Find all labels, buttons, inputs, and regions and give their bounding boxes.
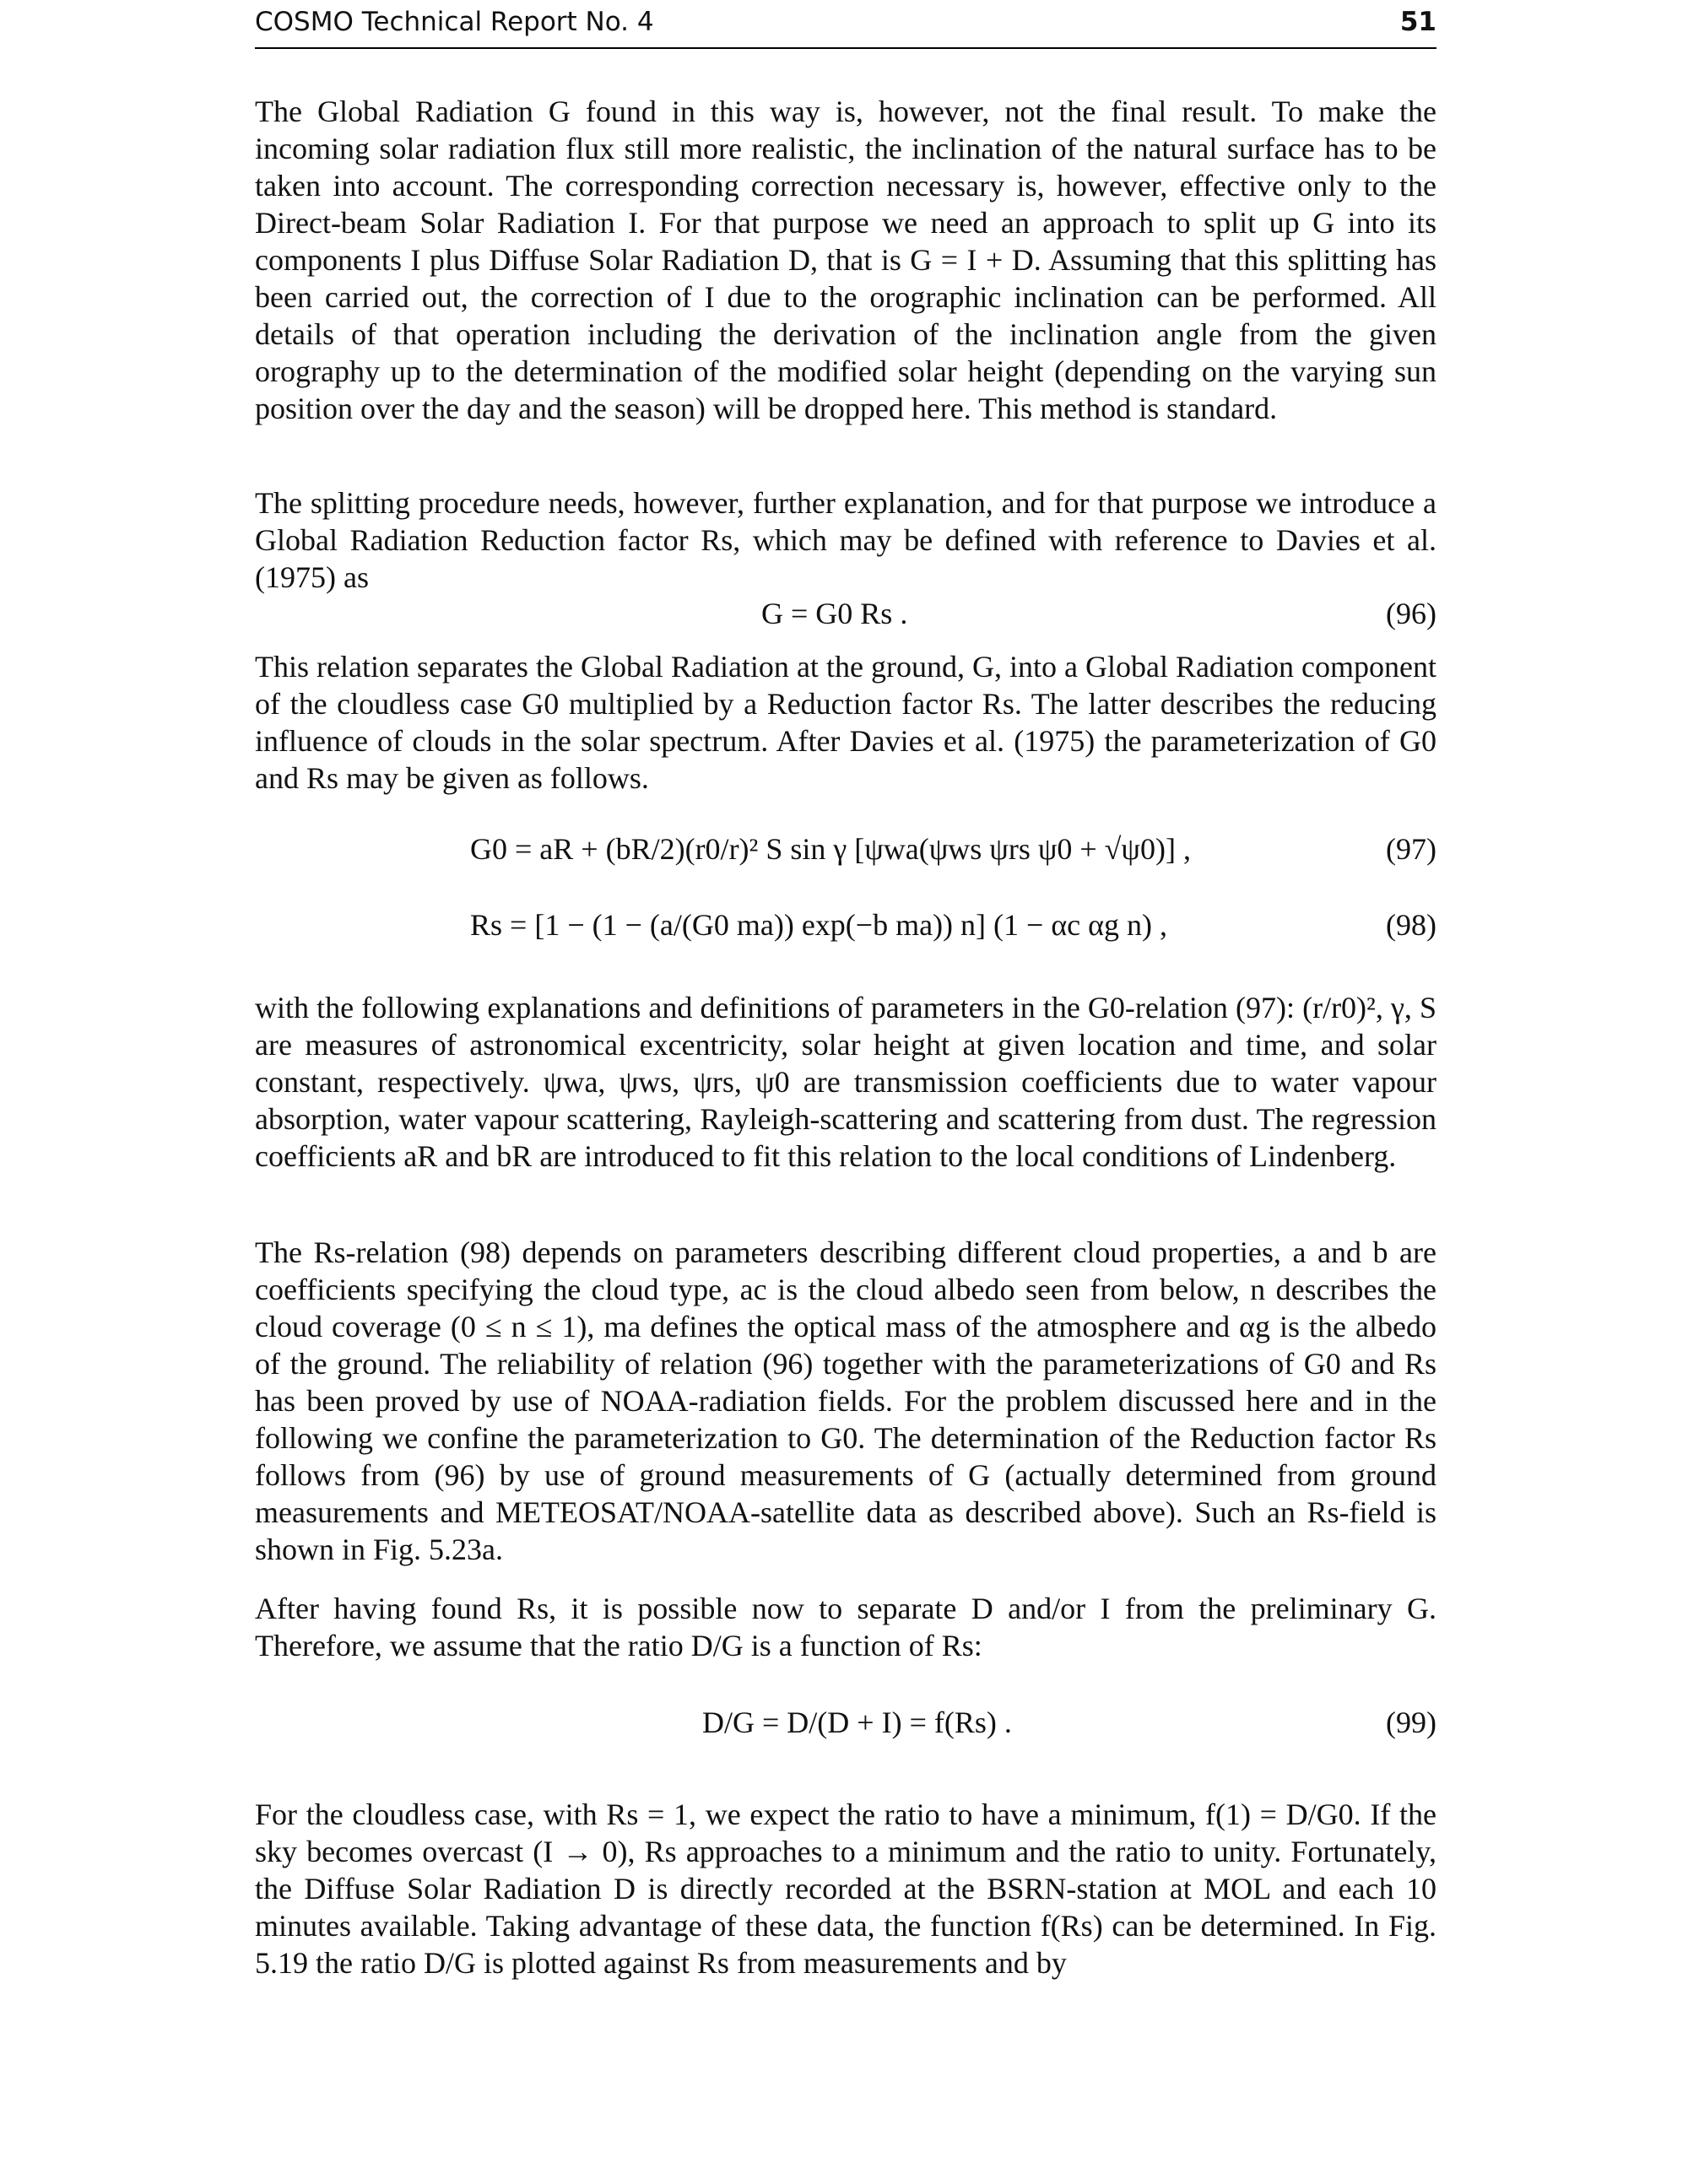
equation-98-number: (98) xyxy=(1386,908,1436,942)
report-title: COSMO Technical Report No. 4 xyxy=(255,7,654,37)
paragraph-3: This relation separates the Global Radiation at the ground, G, into a Global Radiation component of the cloudless case G0 multiplied by a Reduction factor Rs. The latter describes the reducing influence of clouds in the solar spectrum. After Davies et al. (1975) the parameterization of G0 and Rs may be given as follows. xyxy=(255,650,1436,795)
equation-97-number: (97) xyxy=(1386,832,1436,866)
equation-99-body: D/G = D/(D + I) = f(Rs) . xyxy=(702,1706,1012,1739)
page-number: 51 xyxy=(1399,7,1436,37)
equation-96-body: G = G0 Rs . xyxy=(761,597,908,630)
equation-98 xyxy=(255,907,1436,958)
paragraph-7: For the cloudless case, with Rs = 1, we expect the ratio to have a minimum, f(1) = D/G0. If the sky becomes overcast (I → 0), Rs approaches to a minimum and the ratio to unity. Fortunately, the Diffuse Solar Radiation D is directly recorded at the BSRN-station at MOL and each 10 minutes available. Taking advantage of these data, the function f(Rs) can be determined. In Fig. 5.19 the ratio D/G is plotted against Rs from measurements and by xyxy=(255,1797,1436,1980)
paragraph-1: The Global Radiation G found in this way is, however, not the final result. To make the incoming solar radiation flux still more realistic, the inclination of the natural surface has to be taken into account. The corresponding correction necessary is, however, effective only to the Direct-beam Solar Radiation I. For that purpose we need an approach to split up G into its components I plus Diffuse Solar Radiation D, that is G = I + D. Assuming that this splitting has been carried out, the correction of I due to the orographic inclination can be performed. All details of that operation including the derivation of the inclination angle from the given orography up to the determination of the modified solar height (depending on the varying sun position over the day and the season) will be dropped here. This method is standard. xyxy=(255,95,1436,425)
equation-99-number: (99) xyxy=(1386,1706,1436,1739)
equation-96 xyxy=(255,596,1436,633)
paragraph-4: with the following explanations and definitions of parameters in the G0-relation (97): (r/r0)², γ, S are measures of astronomical excentricity, solar height at given location and time, and solar constant, respectively. ψwa, ψws, ψrs, ψ0 are transmission coefficients due to water vapour absorption, water vapour scattering, Rayleigh-scattering and scattering from dust. The regression coefficients aR and bR are introduced to fit this relation to the local conditions of Lindenberg. xyxy=(255,991,1436,1173)
equation-97-body: G0 = aR + (bR/2)(r0/r)² S sin γ [ψwa(ψws ψrs ψ0 + √ψ0)] , xyxy=(470,832,1191,866)
paragraph-2: The splitting procedure needs, however, further explanation, and for that purpose we introduce a Global Radiation Reduction factor Rs, which may be defined with reference to Davies et al. (1975) as xyxy=(255,486,1436,594)
equation-99 xyxy=(255,1705,1436,1755)
paragraph-6: After having found Rs, it is possible now to separate D and/or I from the preliminary G. Therefore, we assume that the ratio D/G is a function of Rs: xyxy=(255,1592,1436,1662)
equation-98-body: Rs = [1 − (1 − (a/(G0 ma)) exp(−b ma)) n] (1 − αc αg n) , xyxy=(470,908,1168,942)
paragraph-5: The Rs-relation (98) depends on parameters describing different cloud properties, a and b are coefficients specifying the cloud type, ac is the cloud albedo seen from below, n describes the cloud coverage (0 ≤ n ≤ 1), ma defines the optical mass of the atmosphere and αg is the albedo of the ground. The reliability of relation (96) together with the parameterizations of G0 and Rs has been proved by use of NOAA-radiation fields. For the problem discussed here and in the following we confine the parameterization to G0. The determination of the Reduction factor Rs follows from (96) by use of ground measurements of G (actually determined from ground measurements and METEOSAT/NOAA-satellite data as described above). Such an Rs-field is shown in Fig. 5.23a. xyxy=(255,1235,1436,1566)
equation-97 xyxy=(255,831,1436,882)
page-header xyxy=(255,7,1436,49)
equation-96-number: (96) xyxy=(1386,597,1436,630)
